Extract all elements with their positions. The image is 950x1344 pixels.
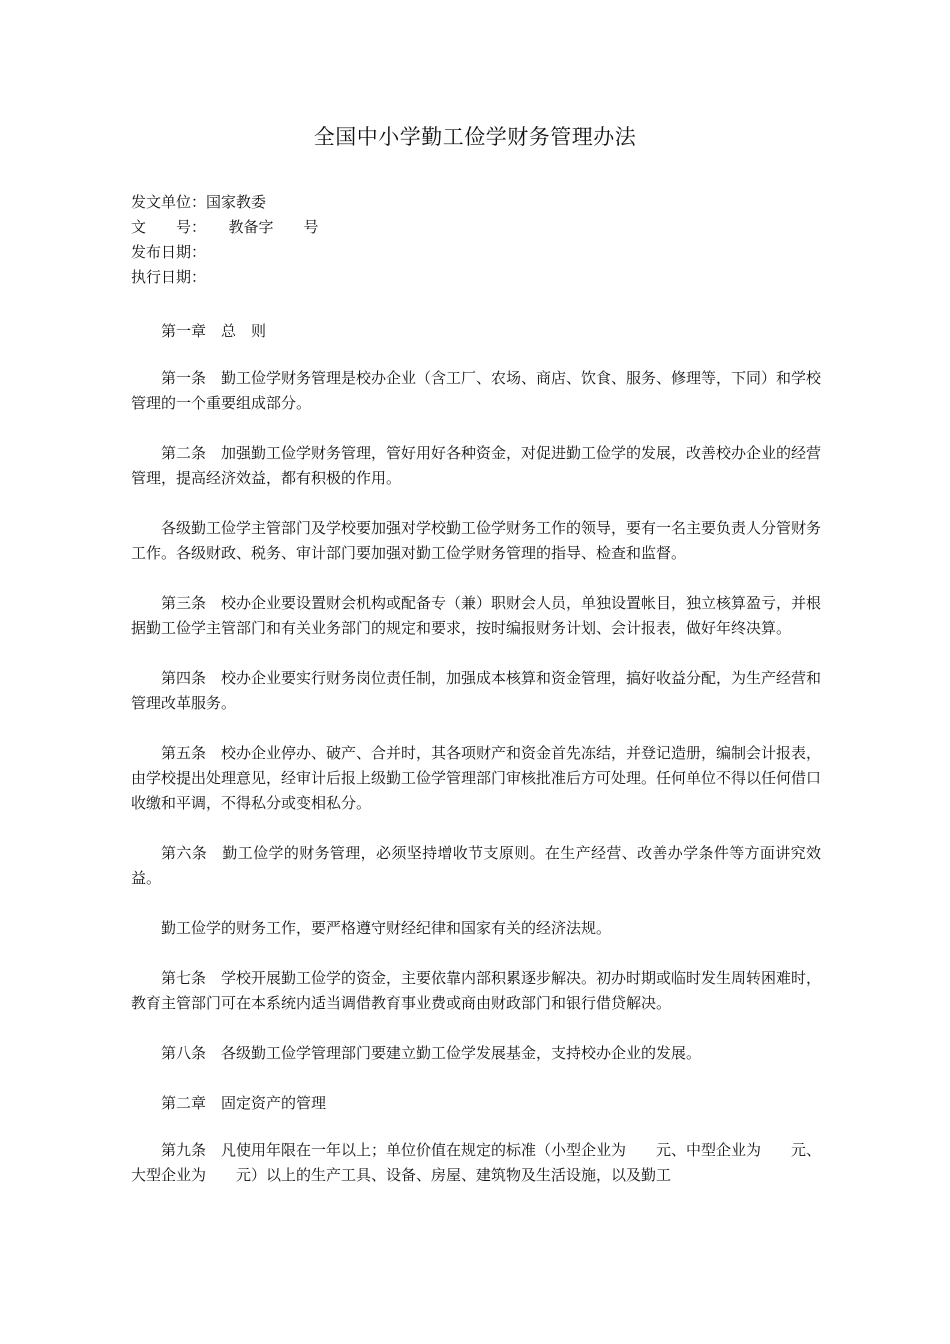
- article-paragraph: 第一条 勤工俭学财务管理是校办企业（含工厂、农场、商店、饮食、服务、修理等，下同）和学校管理的一个重要组成部分。: [131, 369, 822, 412]
- document-body: [131, 319, 821, 1213]
- document-title: 全国中小学勤工俭学财务管理办法: [313, 125, 637, 149]
- document-meta: [131, 190, 319, 290]
- article-paragraph: 第四条 校办企业要实行财务岗位责任制，加强成本核算和资金管理，搞好收益分配，为生产经营和管理改革服务。: [131, 669, 822, 712]
- meta-document-number: 文 号： 教备字 号: [131, 218, 319, 236]
- article-paragraph: 第九条 凡使用年限在一年以上；单位价值在规定的标准（小型企业为 元、中型企业为 元、大型企业为 元）以上的生产工具、设备、房屋、建筑物及生活设施，以及勤工: [131, 1141, 822, 1184]
- meta-issuer: 发文单位：国家教委: [131, 193, 267, 211]
- meta-publish-date: 发布日期：: [131, 243, 207, 261]
- chapter-heading: 第一章 总 则: [161, 322, 267, 340]
- article-paragraph: 勤工俭学的财务工作，要严格遵守财经纪律和国家有关的经济法规。: [161, 919, 612, 937]
- article-paragraph: 第三条 校办企业要设置财会机构或配备专（兼）职财会人员，单独设置帐目，独立核算盈亏，并根据勤工俭学主管部门和有关业务部门的规定和要求，按时编报财务计划、会计报表，做好年终决算。: [131, 594, 822, 637]
- article-paragraph: 第五条 校办企业停办、破产、合并时，其各项财产和资金首先冻结，并登记造册，编制会计报表，由学校提出处理意见，经审计后报上级勤工俭学管理部门审核批准后方可处理。任何单位不得以任何借口收缴和平调，不得私分或变相私分。: [131, 744, 822, 812]
- meta-effective-date: 执行日期：: [131, 268, 207, 286]
- article-paragraph: 第七条 学校开展勤工俭学的资金，主要依靠内部积累逐步解决。初办时期或临时发生周转困难时，教育主管部门可在本系统内适当调借教育事业费或商由财政部门和银行借贷解决。: [131, 969, 822, 1012]
- chapter-heading: 第二章 固定资产的管理: [161, 1094, 327, 1112]
- article-paragraph: 各级勤工俭学主管部门及学校要加强对学校勤工俭学财务工作的领导，要有一名主要负责人分管财务工作。各级财政、税务、审计部门要加强对勤工俭学财务管理的指导、检查和监督。: [131, 519, 822, 562]
- article-paragraph: 第八条 各级勤工俭学管理部门要建立勤工俭学发展基金，支持校办企业的发展。: [161, 1044, 702, 1062]
- article-paragraph: 第六条 勤工俭学的财务管理，必须坚持增收节支原则。在生产经营、改善办学条件等方面讲究效益。: [131, 844, 821, 887]
- article-paragraph: 第二条 加强勤工俭学财务管理，管好用好各种资金，对促进勤工俭学的发展，改善校办企业的经营管理，提高经济效益，都有积极的作用。: [131, 444, 822, 487]
